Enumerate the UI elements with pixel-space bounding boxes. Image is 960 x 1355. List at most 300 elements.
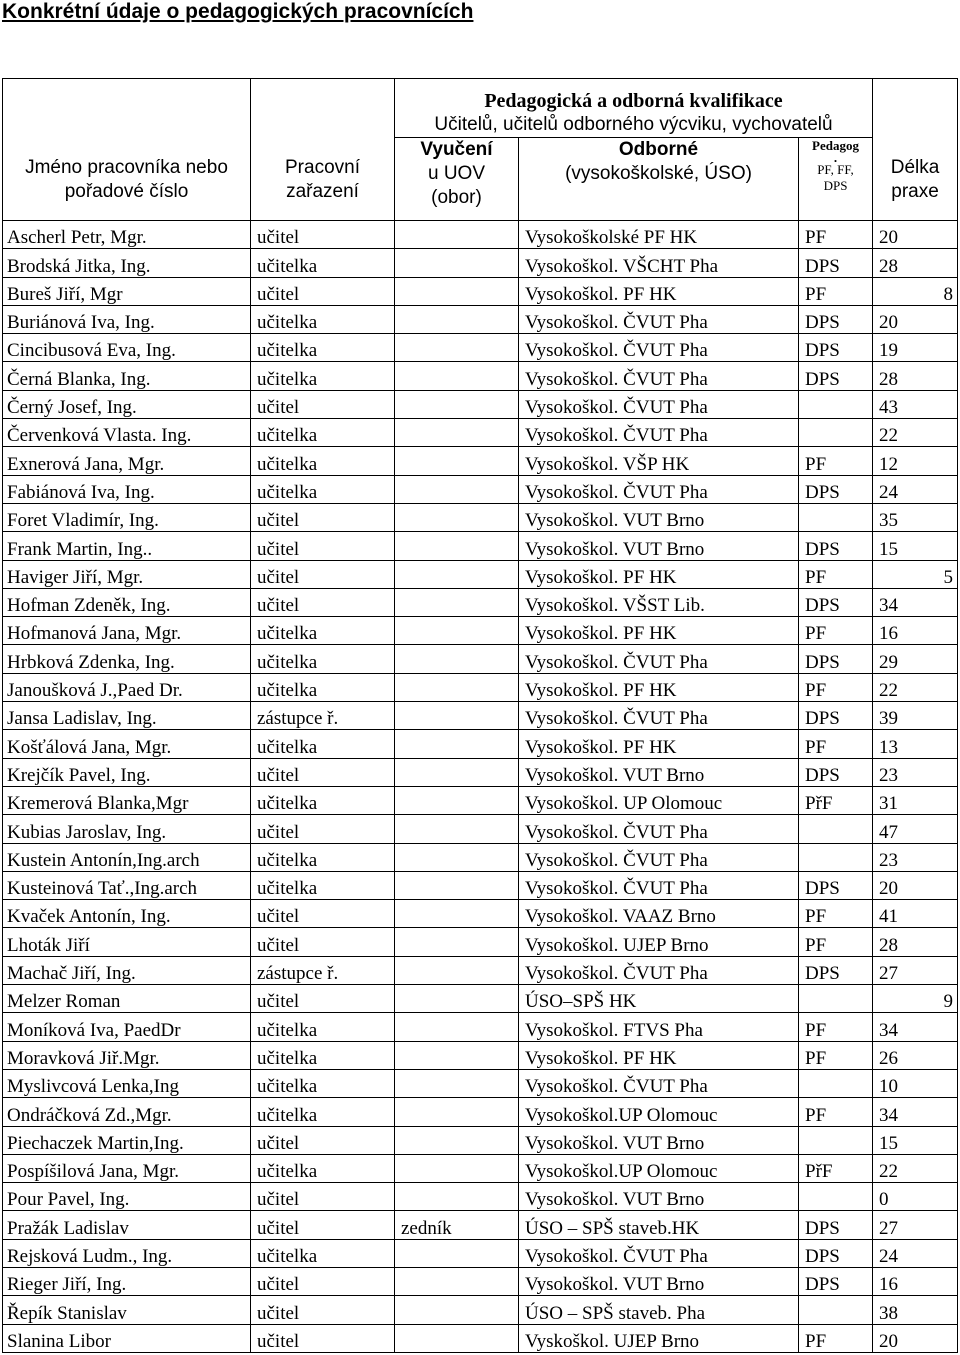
pedagogical-qualification-cell — [799, 1296, 873, 1324]
role-cell: učitelka — [251, 871, 395, 899]
table-row — [3, 588, 958, 616]
table-row — [3, 419, 958, 447]
expert-qualification-cell: Vysokoškol. ČVUT Pha — [519, 871, 799, 899]
practice-length-cell: 8 — [873, 277, 958, 305]
pedagogical-qualification-cell: DPS — [799, 475, 873, 503]
role-cell: učitel — [251, 900, 395, 928]
staff-name-cell: Janoušková J.,Paed Dr. — [3, 673, 251, 701]
expert-qualification-cell: Vysokoškol. UJEP Brno — [519, 928, 799, 956]
training-title: Vyučení — [420, 139, 493, 160]
training-sub1: u UOV — [427, 163, 486, 184]
table-row — [3, 1239, 958, 1267]
training-cell — [395, 617, 519, 645]
training-cell — [395, 560, 519, 588]
pedagogical-qualification-cell — [799, 503, 873, 531]
practice-length-cell: 34 — [873, 1098, 958, 1126]
expert-qualification-cell: Vysokoškolské PF HK — [519, 221, 799, 249]
role-cell: učitelka — [251, 249, 395, 277]
table-row — [3, 475, 958, 503]
practice-length-cell: 39 — [873, 702, 958, 730]
pedagogical-qualification-cell — [799, 390, 873, 418]
table-row — [3, 702, 958, 730]
table-row — [3, 1069, 958, 1097]
staff-name-cell: Černý Josef, Ing. — [3, 390, 251, 418]
role-cell: učitelka — [251, 1154, 395, 1182]
role-cell: učitel — [251, 1211, 395, 1239]
pedagogical-qualification-cell: PF — [799, 1041, 873, 1069]
staff-name-cell: Červenková Vlasta. Ing. — [3, 419, 251, 447]
training-cell — [395, 447, 519, 475]
training-cell — [395, 758, 519, 786]
training-cell — [395, 871, 519, 899]
expert-qualification-cell: Vysokoškol. VUT Brno — [519, 503, 799, 531]
staff-name-cell: Kustein Antonín,Ing.arch — [3, 843, 251, 871]
table-row — [3, 617, 958, 645]
pedagogical-qualification-cell — [799, 1069, 873, 1097]
role-cell: učitelka — [251, 673, 395, 701]
expert-qualification-cell: Vysokoškol. ČVUT Pha — [519, 843, 799, 871]
table-row — [3, 447, 958, 475]
practice-length-cell: 38 — [873, 1296, 958, 1324]
expert-qualification-cell: Vysokoškol. ČVUT Pha — [519, 305, 799, 333]
training-cell — [395, 815, 519, 843]
expert-qualification-cell: Vysokoškol. PF HK — [519, 617, 799, 645]
role-cell: učitel — [251, 928, 395, 956]
training-cell — [395, 221, 519, 249]
role-cell: zástupce ř. — [251, 702, 395, 730]
table-row — [3, 1211, 958, 1239]
table-row — [3, 277, 958, 305]
staff-name-cell: Machač Jiří, Ing. — [3, 956, 251, 984]
role-cell: učitel — [251, 588, 395, 616]
staff-name-cell: Řepík Stanislav — [3, 1296, 251, 1324]
training-cell — [395, 1154, 519, 1182]
role-cell: učitelka — [251, 1041, 395, 1069]
role-cell: učitel — [251, 1324, 395, 1352]
staff-name-cell: Rejsková Ludm., Ing. — [3, 1239, 251, 1267]
table-row — [3, 1154, 958, 1182]
role-cell: učitelka — [251, 617, 395, 645]
training-cell — [395, 1239, 519, 1267]
training-cell — [395, 1098, 519, 1126]
practice-length-cell: 22 — [873, 1154, 958, 1182]
pedagogical-sub1: PF, FF, — [817, 162, 854, 177]
staff-name-cell: Pražák Ladislav — [3, 1211, 251, 1239]
training-cell — [395, 1267, 519, 1295]
training-cell — [395, 1013, 519, 1041]
pedagogical-qualification-cell: PF — [799, 900, 873, 928]
expert-qualification-cell: Vysokoškol. ČVUT Pha — [519, 334, 799, 362]
expert-qualification-cell: ÚSO – SPŠ staveb.HK — [519, 1211, 799, 1239]
training-cell — [395, 1126, 519, 1154]
role-cell: zástupce ř. — [251, 956, 395, 984]
page-title: Konkrétní údaje o pedagogických pracovnících — [2, 0, 474, 23]
practice-length-cell: 29 — [873, 645, 958, 673]
table-row — [3, 1126, 958, 1154]
expert-qualification-cell: Vysokoškol. VŠCHT Pha — [519, 249, 799, 277]
pedagogical-qualification-cell: DPS — [799, 758, 873, 786]
role-cell: učitel — [251, 560, 395, 588]
expert-qualification-cell: Vysokoškol.UP Olomouc — [519, 1154, 799, 1182]
practice-length-cell: 41 — [873, 900, 958, 928]
staff-name-cell: Rieger Jiří, Ing. — [3, 1267, 251, 1295]
training-cell — [395, 419, 519, 447]
role-cell: učitelka — [251, 1069, 395, 1097]
staff-name-cell: Hrbková Zdenka, Ing. — [3, 645, 251, 673]
role-cell: učitelka — [251, 730, 395, 758]
staff-name-cell: Bureš Jiří, Mgr — [3, 277, 251, 305]
practice-length-cell: 15 — [873, 1126, 958, 1154]
training-cell — [395, 362, 519, 390]
role-cell: učitel — [251, 1183, 395, 1211]
staff-name-cell: Jansa Ladislav, Ing. — [3, 702, 251, 730]
practice-length-cell: 28 — [873, 249, 958, 277]
staff-name-cell: Melzer Roman — [3, 985, 251, 1013]
role-cell: učitelka — [251, 362, 395, 390]
expert-qualification-cell: Vysokoškol. VUT Brno — [519, 758, 799, 786]
staff-name-cell: Exnerová Jana, Mgr. — [3, 447, 251, 475]
training-cell — [395, 503, 519, 531]
expert-qualification-cell: Vysokoškol. ČVUT Pha — [519, 956, 799, 984]
expert-qualification-cell: Vysokoškol. ČVUT Pha — [519, 815, 799, 843]
training-cell — [395, 1069, 519, 1097]
practice-length-cell: 16 — [873, 617, 958, 645]
practice-length-cell: 19 — [873, 334, 958, 362]
table-row — [3, 305, 958, 333]
role-cell: učitel — [251, 1267, 395, 1295]
staff-name-cell: Moravková Jiř.Mgr. — [3, 1041, 251, 1069]
pedagogical-qualification-cell — [799, 1183, 873, 1211]
pedagogical-qualification-cell: PF — [799, 221, 873, 249]
training-cell — [395, 1324, 519, 1352]
pedagogical-qualification-cell — [799, 1126, 873, 1154]
practice-length-cell: 27 — [873, 1211, 958, 1239]
expert-sub: (vysokoškolské, ÚSO) — [565, 163, 752, 184]
expert-qualification-cell: Vysokoškol. ČVUT Pha — [519, 645, 799, 673]
table-row — [3, 928, 958, 956]
qualification-group-subtitle: Učitelů, učitelů odborného výcviku, vychovatelů — [434, 114, 833, 135]
training-cell — [395, 249, 519, 277]
expert-qualification-cell: Vysokoškol. ČVUT Pha — [519, 362, 799, 390]
table-row — [3, 730, 958, 758]
staff-name-cell: Cincibusová Eva, Ing. — [3, 334, 251, 362]
pedagogical-qualification-cell: PF — [799, 673, 873, 701]
expert-qualification-cell: Vysokoškol. ČVUT Pha — [519, 1069, 799, 1097]
expert-qualification-cell: Vysokoškol. PF HK — [519, 277, 799, 305]
staff-name-cell: Hofmanová Jana, Mgr. — [3, 617, 251, 645]
pedagogical-qualification-cell — [799, 843, 873, 871]
table-row — [3, 673, 958, 701]
staff-name-cell: Košťálová Jana, Mgr. — [3, 730, 251, 758]
practice-length-cell: 20 — [873, 221, 958, 249]
table-row — [3, 503, 958, 531]
staff-name-cell: Haviger Jiří, Mgr. — [3, 560, 251, 588]
staff-name-cell: Kubias Jaroslav, Ing. — [3, 815, 251, 843]
staff-name-cell: Kvaček Antonín, Ing. — [3, 900, 251, 928]
training-column-header — [395, 138, 519, 221]
practice-length-cell: 20 — [873, 871, 958, 899]
table-row — [3, 249, 958, 277]
table-row — [3, 560, 958, 588]
expert-qualification-cell: Vysokoškol. UP Olomouc — [519, 786, 799, 814]
staff-name-cell: Hofman Zdeněk, Ing. — [3, 588, 251, 616]
staff-name-cell: Lhoták Jiří — [3, 928, 251, 956]
practice-length-cell: 47 — [873, 815, 958, 843]
pedagogical-qualification-cell: PF — [799, 1098, 873, 1126]
role-cell: učitelka — [251, 645, 395, 673]
pedagogical-qualification-cell: PF — [799, 928, 873, 956]
expert-qualification-cell: Vysokoškol.UP Olomouc — [519, 1098, 799, 1126]
training-cell — [395, 928, 519, 956]
practice-length-cell: 16 — [873, 1267, 958, 1295]
practice-length-cell: 35 — [873, 503, 958, 531]
pedagogical-qualification-cell: DPS — [799, 1211, 873, 1239]
training-cell — [395, 532, 519, 560]
staff-name-cell: Brodská Jitka, Ing. — [3, 249, 251, 277]
role-cell: učitelka — [251, 475, 395, 503]
expert-qualification-cell: Vysokoškol. ČVUT Pha — [519, 1239, 799, 1267]
pedagogical-qualification-cell: PF — [799, 1013, 873, 1041]
table-row — [3, 843, 958, 871]
pedagogical-qualification-cell: DPS — [799, 702, 873, 730]
training-cell — [395, 673, 519, 701]
table-row — [3, 1098, 958, 1126]
table-header — [3, 79, 958, 221]
practice-length-cell: 24 — [873, 475, 958, 503]
table-body — [3, 221, 958, 1353]
role-cell: učitel — [251, 815, 395, 843]
training-cell — [395, 786, 519, 814]
expert-qualification-cell: Vysokoškol. ČVUT Pha — [519, 475, 799, 503]
staff-name-cell: Buriánová Iva, Ing. — [3, 305, 251, 333]
expert-qualification-cell: Vysokoškol. VUT Brno — [519, 532, 799, 560]
role-cell: učitelka — [251, 1098, 395, 1126]
expert-qualification-cell: Vysokoškol. PF HK — [519, 1041, 799, 1069]
role-cell: učitelka — [251, 1013, 395, 1041]
expert-qualification-cell: Vysokoškol. ČVUT Pha — [519, 702, 799, 730]
table-row — [3, 758, 958, 786]
staff-name-cell: Foret Vladimír, Ing. — [3, 503, 251, 531]
table-row — [3, 1324, 958, 1352]
role-column-header: Pracovní zařazení — [251, 79, 395, 221]
pedagogical-qualification-cell: PF — [799, 1324, 873, 1352]
table-row — [3, 1013, 958, 1041]
role-cell: učitelka — [251, 843, 395, 871]
pedagogical-qualification-cell: PřF — [799, 1154, 873, 1182]
role-cell: učitelka — [251, 334, 395, 362]
practice-length-cell: 34 — [873, 588, 958, 616]
training-cell — [395, 390, 519, 418]
training-cell — [395, 277, 519, 305]
pedagogical-qualification-cell: PřF — [799, 786, 873, 814]
training-cell — [395, 475, 519, 503]
pedagogical-qualification-cell: DPS — [799, 1239, 873, 1267]
training-cell — [395, 843, 519, 871]
training-cell — [395, 1041, 519, 1069]
training-cell — [395, 900, 519, 928]
expert-qualification-cell: Vysokoškol. PF HK — [519, 730, 799, 758]
practice-length-cell: 22 — [873, 673, 958, 701]
role-cell: učitel — [251, 390, 395, 418]
pedagogical-qualification-cell — [799, 815, 873, 843]
expert-qualification-cell: Vysokoškol. PF HK — [519, 560, 799, 588]
pedagogical-qualification-cell — [799, 985, 873, 1013]
role-cell: učitel — [251, 532, 395, 560]
role-cell: učitel — [251, 1126, 395, 1154]
expert-qualification-cell: Vysokoškol. FTVS Pha — [519, 1013, 799, 1041]
staff-name-cell: Pospíšilová Jana, Mgr. — [3, 1154, 251, 1182]
staff-name-cell: Slanina Libor — [3, 1324, 251, 1352]
role-cell: učitelka — [251, 447, 395, 475]
table-row — [3, 334, 958, 362]
table-row — [3, 390, 958, 418]
name-column-header: Jméno pracovníka nebo pořadové číslo — [3, 79, 251, 221]
training-cell — [395, 645, 519, 673]
training-cell — [395, 1296, 519, 1324]
pedagogical-title: Pedagog — [812, 138, 859, 153]
role-cell: učitel — [251, 985, 395, 1013]
expert-qualification-cell: Vysokoškol. VUT Brno — [519, 1183, 799, 1211]
pedagogical-qualification-cell: DPS — [799, 1267, 873, 1295]
training-cell — [395, 702, 519, 730]
pedagogical-sub2: DPS — [823, 178, 848, 193]
training-cell: zedník — [395, 1211, 519, 1239]
practice-length-cell: 5 — [873, 560, 958, 588]
practice-length-cell: 23 — [873, 843, 958, 871]
expert-title: Odborné — [618, 139, 699, 160]
staff-name-cell: Krejčík Pavel, Ing. — [3, 758, 251, 786]
pedagogical-qualification-cell: DPS — [799, 334, 873, 362]
table-row — [3, 1183, 958, 1211]
practice-length-cell: 0 — [873, 1183, 958, 1211]
expert-qualification-cell: Vysokoškol. VŠST Lib. — [519, 588, 799, 616]
table-row — [3, 1296, 958, 1324]
table-row — [3, 985, 958, 1013]
staff-name-cell: Ascherl Petr, Mgr. — [3, 221, 251, 249]
practice-length-cell: 26 — [873, 1041, 958, 1069]
training-cell — [395, 730, 519, 758]
role-cell: učitelka — [251, 305, 395, 333]
role-cell: učitel — [251, 221, 395, 249]
training-cell — [395, 305, 519, 333]
role-cell: učitel — [251, 503, 395, 531]
pedagogical-qualification-cell: PF — [799, 617, 873, 645]
table-row — [3, 786, 958, 814]
staff-name-cell: Frank Martin, Ing.. — [3, 532, 251, 560]
table-row — [3, 900, 958, 928]
staff-name-cell: Piechaczek Martin,Ing. — [3, 1126, 251, 1154]
staff-name-cell: Fabiánová Iva, Ing. — [3, 475, 251, 503]
practice-length-cell: 24 — [873, 1239, 958, 1267]
practice-length-cell: 20 — [873, 1324, 958, 1352]
pedagogical-column-header — [799, 138, 873, 221]
expert-qualification-cell: Vyskoškol. UJEP Brno — [519, 1324, 799, 1352]
role-cell: učitelka — [251, 1239, 395, 1267]
pedagogical-qualification-cell: PF — [799, 730, 873, 758]
training-cell — [395, 1183, 519, 1211]
length-column-header: Délka praxe — [873, 79, 958, 221]
practice-length-cell: 12 — [873, 447, 958, 475]
expert-qualification-cell: Vysokoškol. ČVUT Pha — [519, 390, 799, 418]
practice-length-cell: 28 — [873, 928, 958, 956]
staff-name-cell: Černá Blanka, Ing. — [3, 362, 251, 390]
practice-length-cell: 43 — [873, 390, 958, 418]
role-cell: učitelka — [251, 786, 395, 814]
pedagogical-qualification-cell: PF — [799, 447, 873, 475]
staff-name-cell: Kusteinová Tať.,Ing.arch — [3, 871, 251, 899]
role-cell: učitelka — [251, 419, 395, 447]
training-sub2: (obor) — [431, 187, 482, 208]
expert-qualification-cell: Vysokoškol. ČVUT Pha — [519, 419, 799, 447]
practice-length-cell: 31 — [873, 786, 958, 814]
table-row — [3, 956, 958, 984]
training-cell — [395, 985, 519, 1013]
staff-name-cell: Ondráčková Zd.,Mgr. — [3, 1098, 251, 1126]
practice-length-cell: 23 — [873, 758, 958, 786]
qualification-group-title: Pedagogická a odborná kvalifikace — [484, 90, 783, 112]
expert-qualification-cell: Vysokoškol. VUT Brno — [519, 1267, 799, 1295]
pedagogical-qualification-cell: DPS — [799, 532, 873, 560]
table-row — [3, 221, 958, 249]
table-row — [3, 815, 958, 843]
staff-name-cell: Moníková Iva, PaedDr — [3, 1013, 251, 1041]
qualification-group-header — [395, 79, 873, 138]
pedagogical-qualification-cell: DPS — [799, 362, 873, 390]
expert-qualification-cell: Vysokoškol. VŠP HK — [519, 447, 799, 475]
table-row — [3, 1041, 958, 1069]
expert-qualification-cell: Vysokoškol. PF HK — [519, 673, 799, 701]
practice-length-cell: 13 — [873, 730, 958, 758]
pedagogical-dot: . — [833, 150, 838, 165]
practice-length-cell: 9 — [873, 985, 958, 1013]
practice-length-cell: 10 — [873, 1069, 958, 1097]
table-row — [3, 871, 958, 899]
practice-length-cell: 34 — [873, 1013, 958, 1041]
pedagogical-qualification-cell — [799, 419, 873, 447]
expert-column-header — [519, 138, 799, 221]
pedagogical-qualification-cell: DPS — [799, 249, 873, 277]
expert-qualification-cell: Vysokoškol. VUT Brno — [519, 1126, 799, 1154]
practice-length-cell: 28 — [873, 362, 958, 390]
pedagogical-qualification-cell: DPS — [799, 588, 873, 616]
practice-length-cell: 27 — [873, 956, 958, 984]
pedagogical-qualification-cell: PF — [799, 560, 873, 588]
staff-name-cell: Kremerová Blanka,Mgr — [3, 786, 251, 814]
pedagogical-qualification-cell: DPS — [799, 956, 873, 984]
table-row — [3, 532, 958, 560]
pedagogical-qualification-cell: DPS — [799, 871, 873, 899]
pedagogical-qualification-cell: DPS — [799, 645, 873, 673]
training-cell — [395, 588, 519, 616]
staff-name-cell: Pour Pavel, Ing. — [3, 1183, 251, 1211]
table-row — [3, 362, 958, 390]
expert-qualification-cell: ÚSO – SPŠ staveb. Pha — [519, 1296, 799, 1324]
table-row — [3, 1267, 958, 1295]
practice-length-cell: 22 — [873, 419, 958, 447]
role-cell: učitel — [251, 758, 395, 786]
pedagogical-qualification-cell: PF — [799, 277, 873, 305]
expert-qualification-cell: ÚSO–SPŠ HK — [519, 985, 799, 1013]
staff-name-cell: Myslivcová Lenka,Ing — [3, 1069, 251, 1097]
training-cell — [395, 956, 519, 984]
training-cell — [395, 334, 519, 362]
role-cell: učitel — [251, 1296, 395, 1324]
pedagogical-qualification-cell: DPS — [799, 305, 873, 333]
role-cell: učitel — [251, 277, 395, 305]
table-row — [3, 645, 958, 673]
practice-length-cell: 20 — [873, 305, 958, 333]
practice-length-cell: 15 — [873, 532, 958, 560]
